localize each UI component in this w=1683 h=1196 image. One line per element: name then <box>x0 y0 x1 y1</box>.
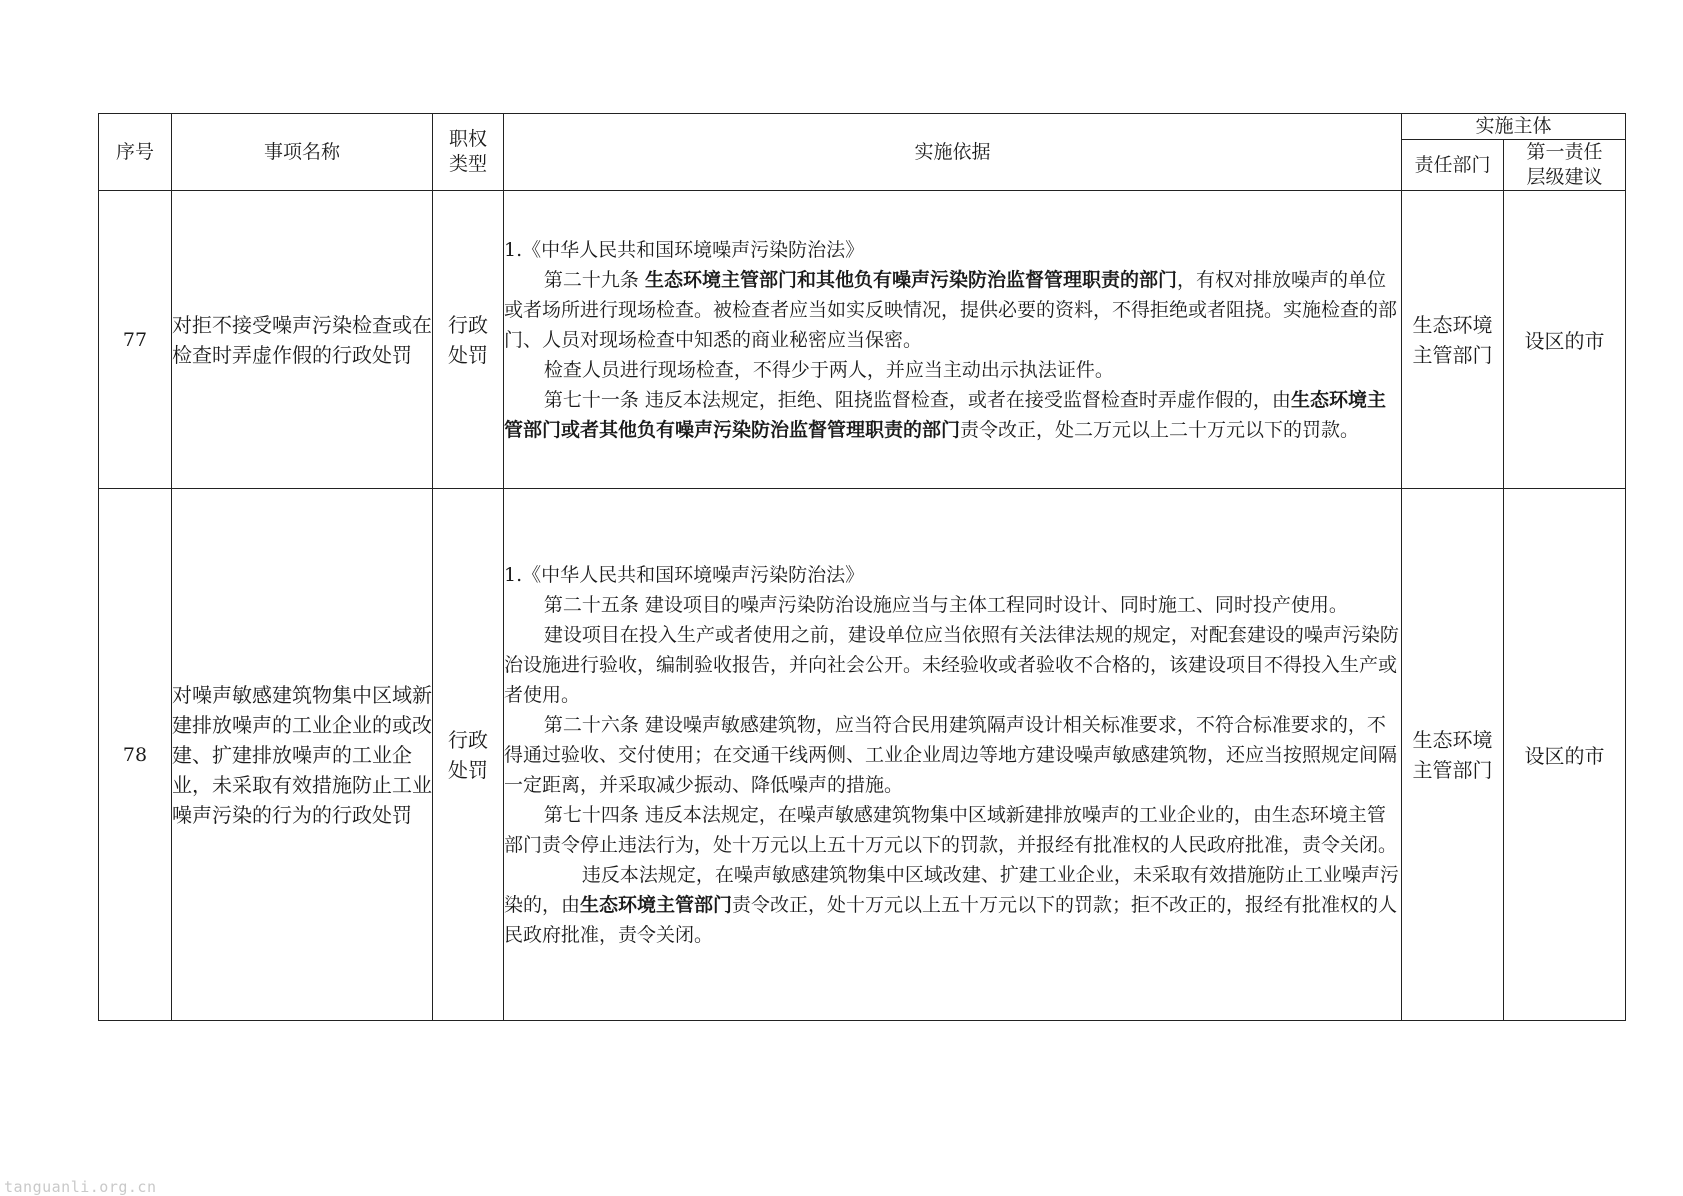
watermark-text: tanguanli.org.cn <box>4 1178 157 1196</box>
basis-article: 违反本法规定，在噪声敏感建筑物集中区域改建、扩建工业企业，未采取有效措施防止工业噪声污染的，由生态环境主管部门责令改正，处十万元以上五十万元以下的罚款；拒不改正的，报经有批准权的人民政府批准，责令关闭。 <box>504 863 1399 946</box>
row-dept: 生态环境主管部门 <box>1402 191 1504 489</box>
row-name: 对拒不接受噪声污染检查或在检查时弄虚作假的行政处罚 <box>172 191 433 489</box>
basis-article: 建设项目在投入生产或者使用之前，建设单位应当依照有关法律法规的规定，对配套建设的噪声污染防治设施进行验收，编制验收报告，并向社会公开。未经验收或者验收不合格的，该建设项目不得投入生产或者使用。 <box>504 623 1399 706</box>
basis-article: 检查人员进行现场检查，不得少于两人，并应当主动出示执法证件。 <box>543 358 1114 381</box>
header-type: 职权类型 <box>433 114 504 191</box>
header-level: 第一责任层级建议 <box>1504 140 1626 191</box>
header-basis: 实施依据 <box>504 114 1402 191</box>
basis-law-title: 1.《中华人民共和国环境噪声污染防治法》 <box>504 238 865 261</box>
row-type: 行政处罚 <box>433 191 504 489</box>
basis-article: 第二十六条 建设噪声敏感建筑物，应当符合民用建筑隔声设计相关标准要求，不符合标准要求的，不得通过验收、交付使用；在交通干线两侧、工业企业周边等地方建设噪声敏感建筑物，还应当按照规定间隔一定距离，并采取减少振动、降低噪声的措施。 <box>504 713 1398 796</box>
header-seq: 序号 <box>99 114 172 191</box>
header-row-1 <box>99 114 1626 140</box>
basis-article: 第七十四条 违反本法规定，在噪声敏感建筑物集中区域新建排放噪声的工业企业的，由生态环境主管部门责令停止违法行为，处十万元以上五十万元以下的罚款，并报经有批准权的人民政府批准，责令关闭。 <box>504 803 1398 856</box>
basis-law-title: 1.《中华人民共和国环境噪声污染防治法》 <box>504 563 865 586</box>
basis-article: 第二十五条 建设项目的噪声污染防治设施应当与主体工程同时设计、同时施工、同时投产使用。 <box>543 593 1348 616</box>
row-seq: 78 <box>99 489 172 1021</box>
row-basis <box>504 191 1402 489</box>
row-type: 行政处罚 <box>433 489 504 1021</box>
table-row <box>99 191 1626 489</box>
header-dept: 责任部门 <box>1402 140 1504 191</box>
basis-article: 第七十一条 违反本法规定，拒绝、阻挠监督检查，或者在接受监督检查时弄虚作假的，由生态环境主管部门或者其他负有噪声污染防治监督管理职责的部门责令改正，处二万元以上二十万元以下的罚款。 <box>504 388 1386 441</box>
authority-table <box>98 113 1626 1021</box>
row-level: 设区的市 <box>1504 191 1626 489</box>
row-basis <box>504 489 1402 1021</box>
header-name: 事项名称 <box>172 114 433 191</box>
row-name: 对噪声敏感建筑物集中区域新建排放噪声的工业企业的或改建、扩建排放噪声的工业企业，未采取有效措施防止工业噪声污染的行为的行政处罚 <box>172 489 433 1021</box>
row-seq: 77 <box>99 191 172 489</box>
row-dept: 生态环境主管部门 <box>1402 489 1504 1021</box>
header-subject: 实施主体 <box>1402 114 1626 140</box>
row-level: 设区的市 <box>1504 489 1626 1021</box>
basis-article: 第二十九条 生态环境主管部门和其他负有噪声污染防治监督管理职责的部门，有权对排放噪声的单位或者场所进行现场检查。被检查者应当如实反映情况，提供必要的资料，不得拒绝或者阻挠。实施检查的部门、人员对现场检查中知悉的商业秘密应当保密。 <box>504 268 1398 351</box>
table-row <box>99 489 1626 1021</box>
